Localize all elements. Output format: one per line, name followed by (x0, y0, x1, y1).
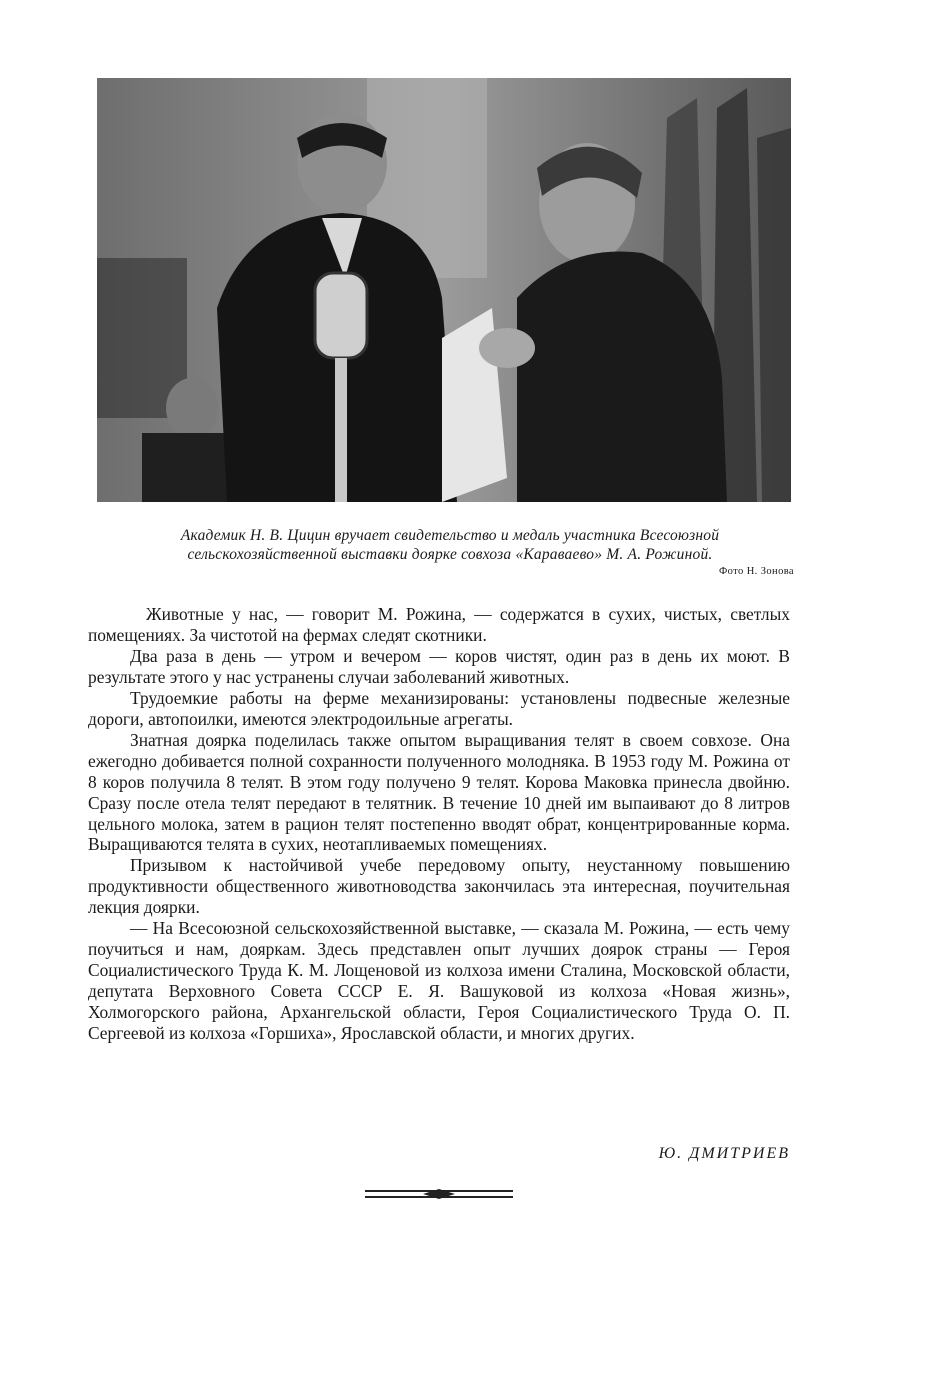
paragraph-5: Призывом к настойчивой учебе передовому опыту, неустанному повышению продуктивности общественного животноводства закончилась эта интересная, поучительная лекция доярки. (88, 855, 790, 918)
paragraph-2: Два раза в день — утром и вечером — коров чистят, один раз в день их моют. В результате этого у нас устранены случаи заболеваний животных. (88, 645, 790, 687)
photo-caption (105, 526, 795, 564)
caption-line-1: Академик Н. В. Цицин вручает свидетельство и медаль участника Всесоюзной (180, 527, 720, 544)
author-signature: Ю. ДМИТРИЕВ (658, 1145, 790, 1162)
caption-line-2: сельскохозяйственной выставки доярке совхоза «Караваево» М. А. Рожиной. (187, 546, 713, 563)
end-ornament (363, 1186, 515, 1202)
photograph (97, 78, 791, 502)
paragraph-1: Животные у нас, — говорит М. Рожина, — содержатся в сухих, чистых, светлых помещениях. За чистотой на фермах следят скотники. (88, 604, 790, 645)
paragraph-6: — На Всесоюзной сельскохозяйственной выставке, — сказала М. Рожина, — есть чему поучиться и нам, дояркам. Здесь представлен опыт лучших доярок страны — Героя Социалистического Труда К. М. Лощеновой из колхоза имени Сталина, Московской области, депутата Верховного Совета СССР Е. Я. Вашуковой из колхоза «Новая жизнь», Холмогорского района, Архангельской области, Героя Социалистического Труда О. П. Сергеевой из колхоза «Горшиха», Ярославской области, и многих других. (88, 918, 790, 1044)
photo-credit: Фото Н. Зонова (718, 566, 794, 577)
paragraph-4: Знатная доярка поделилась также опытом выращивания телят в своем совхозе. Она ежегодно добивается полной сохранности полученного молодняка. В 1953 году М. Рожина от 8 коров получила 8 телят. В этом году получено 9 телят. Корова Маковка принесла двойню. Сразу после отела телят передают в телятник. В течение 10 дней им выпаивают до 8 литров цельного молока, затем в рацион телят постепенно вводят обрат, концентрированные корма. Выращиваются телята в сухих, неотапливаемых помещениях. (88, 729, 790, 855)
article-body (88, 604, 790, 1044)
paragraph-3: Трудоемкие работы на ферме механизированы: установлены подвесные железные дороги, автопоилки, имеются электродоильные агрегаты. (88, 687, 790, 729)
photo-image (97, 78, 791, 502)
